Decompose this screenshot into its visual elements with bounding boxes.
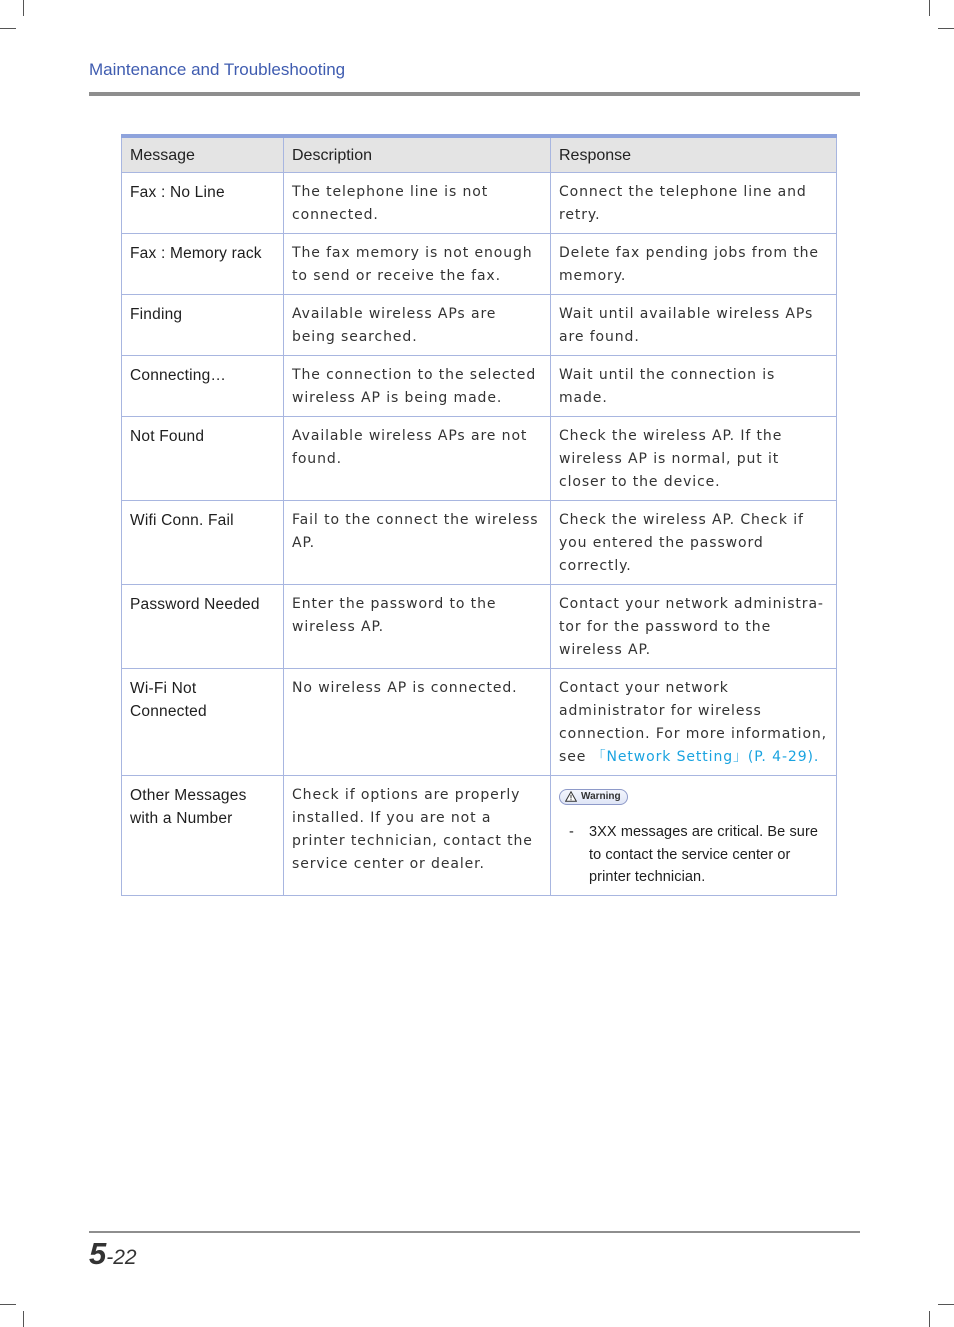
message-cell: Not Found xyxy=(122,416,284,500)
description-cell: Check if options are properly installed. If you are not a printer technician, contact the service center or dealer. xyxy=(284,775,551,895)
warning-triangle-icon xyxy=(565,791,577,802)
message-cell: Fax : Memory rack xyxy=(122,233,284,294)
table-row xyxy=(122,500,837,584)
section-title: Maintenance and Troubleshooting xyxy=(89,60,346,79)
response-cell: Connect the telephone line and retry. xyxy=(551,172,837,233)
description-cell: Enter the password to the wireless AP. xyxy=(284,584,551,668)
crop-mark xyxy=(0,28,16,29)
response-cell: Contact your network administra-tor for the password to the wireless AP. xyxy=(551,584,837,668)
table-row xyxy=(122,294,837,355)
table-row xyxy=(122,233,837,294)
response-cell: Wait until the connection is made. xyxy=(551,355,837,416)
response-text: Contact your network administrator for wireless connection. For more information, see xyxy=(559,679,828,765)
crop-mark xyxy=(23,1311,24,1327)
message-cell: Connecting… xyxy=(122,355,284,416)
footer-rule xyxy=(89,1231,860,1233)
crop-mark xyxy=(938,28,954,29)
response-cell: Check the wireless AP. If the wireless AP is normal, put it closer to the device. xyxy=(551,416,837,500)
chapter-number: 5 xyxy=(89,1236,107,1271)
column-header-description: Description xyxy=(284,136,551,172)
description-cell: No wireless AP is connected. xyxy=(284,668,551,775)
response-cell: Check the wireless AP. Check if you entered the password correctly. xyxy=(551,500,837,584)
table-header-row xyxy=(122,136,837,172)
message-cell: Fax : No Line xyxy=(122,172,284,233)
table-row xyxy=(122,775,837,895)
description-cell: The connection to the selected wireless AP is being made. xyxy=(284,355,551,416)
page-index: -22 xyxy=(106,1246,137,1269)
message-cell: Finding xyxy=(122,294,284,355)
crop-mark xyxy=(929,1311,930,1327)
message-cell: Wifi Conn. Fail xyxy=(122,500,284,584)
response-cell: Delete fax pending jobs from the memory. xyxy=(551,233,837,294)
table-row xyxy=(122,584,837,668)
header-rule xyxy=(89,92,860,96)
column-header-response: Response xyxy=(551,136,837,172)
description-cell: The fax memory is not enough to send or receive the fax. xyxy=(284,233,551,294)
message-cell: Password Needed xyxy=(122,584,284,668)
crop-mark xyxy=(929,0,930,16)
page-number xyxy=(89,1236,137,1272)
warning-list xyxy=(559,821,828,889)
list-dash: - xyxy=(569,824,574,840)
description-cell: Available wireless APs are being searched. xyxy=(284,294,551,355)
warning-note xyxy=(559,821,828,889)
description-cell: Available wireless APs are not found. xyxy=(284,416,551,500)
response-cell xyxy=(551,668,837,775)
table-row xyxy=(122,172,837,233)
table-row xyxy=(122,355,837,416)
message-table xyxy=(121,134,837,896)
description-cell: Fail to the connect the wireless AP. xyxy=(284,500,551,584)
column-header-message: Message xyxy=(122,136,284,172)
message-cell: Wi-Fi Not Connected xyxy=(122,668,284,775)
message-cell: Other Messages with a Number xyxy=(122,775,284,895)
table-row xyxy=(122,416,837,500)
response-cell xyxy=(551,775,837,895)
warning-label: Warning xyxy=(581,790,621,802)
crop-mark xyxy=(23,0,24,16)
network-setting-link[interactable]: 「Network Setting」(P. 4-29). xyxy=(591,748,820,765)
table-row xyxy=(122,668,837,775)
warning-badge xyxy=(559,789,628,805)
warning-note-text: 3XX messages are critical. Be sure to contact the service center or printer technician. xyxy=(589,824,819,885)
crop-mark xyxy=(938,1304,954,1305)
response-cell: Wait until available wireless APs are found. xyxy=(551,294,837,355)
description-cell: The telephone line is not connected. xyxy=(284,172,551,233)
crop-mark xyxy=(0,1304,16,1305)
